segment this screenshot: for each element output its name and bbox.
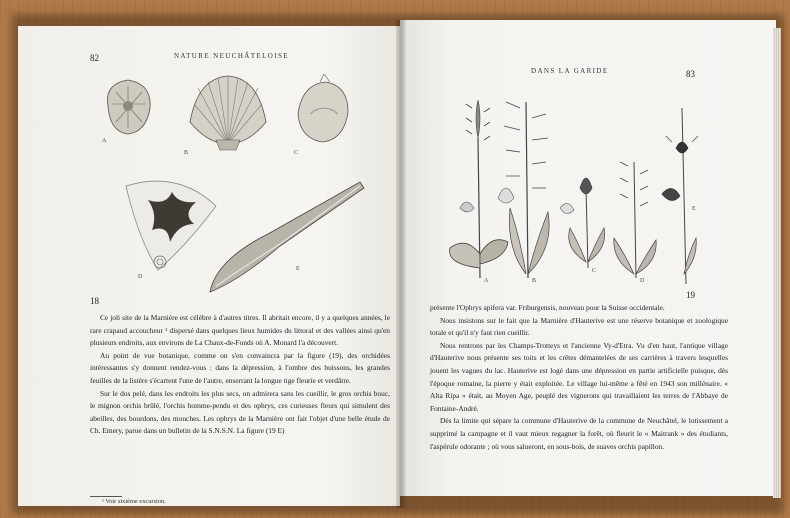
orchid-ophrys xyxy=(662,108,698,284)
left-paragraph-1: Ce joli site de la Marnière est célèbre à d'autres titres. Il abritait encore, il y a quelques années, le rare crapaud accoucheur ¹ dispersé dans quelques lieux humides du littoral et des vallées ainsi qu'en plusieurs endroits, aux environs de La Chaux-de-Fonds où A. Monard l'a découvert. xyxy=(90,313,390,348)
footnote: ¹ Voir sixième excursion. xyxy=(102,498,166,505)
orchid-listera xyxy=(450,100,508,284)
right-paragraph-3: Nous rentrons par les Champs-Trotteys et l'ancienne Vy-d'Etra. Vu d'en haut, l'antique village d'Hauterive nous présente ses toits et les crêtes démantelées de ses carrières à travers lesquelles jouent les vagues du lac. Hauterive est logé dans une dépression en partie artificielle puisque, dès l'époque romaine, la pierre y était exploitée. Le village lui-même a fêté en 1943 son millénaire. « Alta Ripa » était, au Moyen Age, peuplé des vignerons qui travaillaient les terres de l'Abbaye de Fontaine-André. xyxy=(430,340,728,413)
page-edges xyxy=(773,28,781,498)
fig19-label-b: B xyxy=(532,278,537,284)
left-paragraph-3: Sur le dos pelé, dans les endroits les plus secs, on admirera sans les cueillir, le gros orchis bouc, le mignon orchis brûlé, l'orchis homme-pendu et des ophrys, ces curieuses fleurs qui simulent des abeilles, des bourdons, des mouches. Les ophrys de la Marnière ont fait l'objet d'une belle étude de Ch. Emery, parue dans un bulletin de la S.N.S.N. La figure (19 E) xyxy=(90,388,390,436)
orchid-burnt xyxy=(560,178,605,274)
left-page xyxy=(18,26,400,506)
figure-19-number: 19 xyxy=(686,290,695,300)
orchid-lizard xyxy=(498,102,549,284)
fossil-belemnite xyxy=(210,182,364,292)
fig18-label-b: B xyxy=(184,150,189,156)
figure-18-number: 18 xyxy=(90,296,99,306)
right-body-text xyxy=(430,302,728,453)
right-running-head: DANS LA GARIDE xyxy=(531,67,609,75)
left-body-text xyxy=(90,312,390,438)
orchid-illustration xyxy=(436,78,702,286)
orchid-man xyxy=(614,162,656,284)
left-paragraph-2: Au point de vue botanique, comme on s'en convaincra par la figure (19), des orchidées intéressantes s'y donnent rendez-vous : dans la dépression, à l'ombre des buissons, les grandes feuilles de la listère s'écartent l'une de l'autre, enserrant la longue tige fleurie et verdâtre. xyxy=(90,350,390,385)
fig18-label-e: E xyxy=(296,266,300,272)
footnote-rule xyxy=(90,496,122,497)
fossil-brachiopod xyxy=(294,74,348,156)
fig18-label-d: D xyxy=(138,274,143,280)
fig19-label-c: C xyxy=(592,268,597,274)
fossil-echinoid xyxy=(102,80,150,144)
fig18-label-a: A xyxy=(102,138,107,144)
right-paragraph-4: Dès la limite qui sépare la commune d'Hauterive de la commune de Neuchâtel, le lotissement a supprimé la campagne et il vaut mieux regagner la forêt, où fleurit le « Maitrank » des étudiants, l'aspérule odorante ; où vous salueront, en sous-bois, de suaves orchis papillon. xyxy=(430,416,728,451)
right-page xyxy=(400,20,776,496)
right-paragraph-2: Nous insistons sur le fait que la Marnière d'Hauterive est une réserve botanique et zoologique totale et qu'il n'y faut rien cueillir. xyxy=(430,315,728,338)
fossil-scallop xyxy=(184,76,266,156)
left-running-head: NATURE NEUCHÂTELOISE xyxy=(174,52,289,60)
right-page-number: 83 xyxy=(686,69,695,79)
right-paragraph-1: présente l'Ophrys apifera var. Friburgensis, nouveau pour la Suisse occidentale. xyxy=(430,303,665,312)
fossil-dendrite xyxy=(126,181,216,280)
book-gutter xyxy=(396,20,406,508)
fossil-illustration xyxy=(98,74,368,300)
fig19-label-e: E xyxy=(692,206,696,212)
fig19-label-a: A xyxy=(484,278,489,284)
left-page-number: 82 xyxy=(90,53,99,63)
fig18-label-c: C xyxy=(294,150,299,156)
fig19-label-d: D xyxy=(640,278,645,284)
